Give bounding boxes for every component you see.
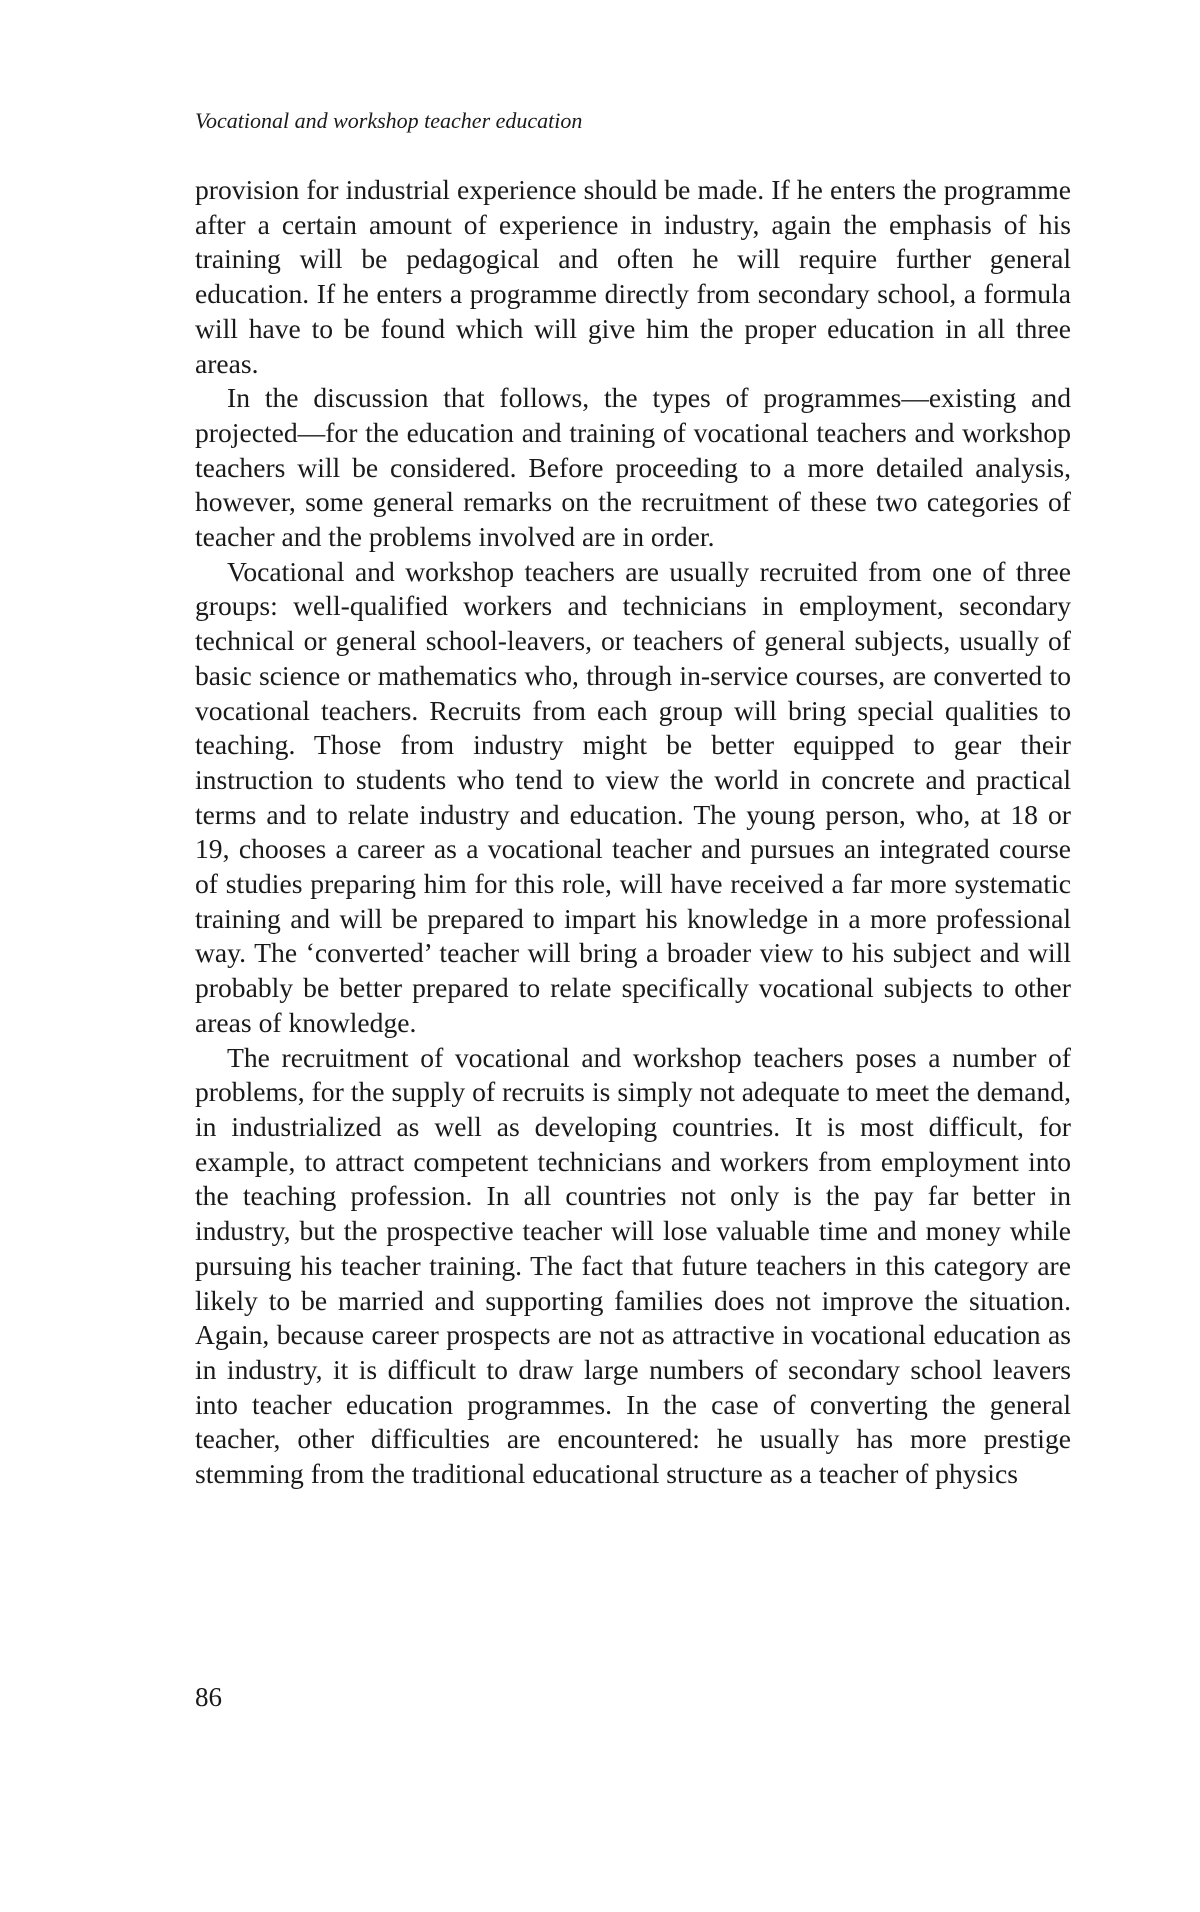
- paragraph-continuation: provision for industrial experience should be made. If he enters the programme after a certain amount of experience in industry, again the emphasis of his training will be pedagogical and often he will require further general education. If he enters a programme directly from secondary school, a formula will have to be found which will give him the proper education in all three areas.: [195, 174, 1071, 379]
- running-header: Vocational and workshop teacher education: [195, 108, 583, 133]
- paragraph-recruitment-groups: Vocational and workshop teachers are usually recruited from one of three groups: well-qualified workers and technicians in employment, secondary technical or general school-leavers, or teachers of general subjects, usually of basic science or mathematics who, through in-service courses, are converted to vocational teachers. Recruits from each group will bring special qualities to teaching. Those from industry might be better equipped to gear their instruction to students who tend to view the world in concrete and practical terms and to relate industry and education. The young person, who, at 18 or 19, chooses a career as a vocational teacher and pursues an integrated course of studies preparing him for this role, will have received a far more systematic training and will be prepared to impart his knowledge in a more professional way. The ‘converted’ teacher will bring a broader view to his subject and will probably be better prepared to relate specifically vocational subjects to other areas of knowledge.: [195, 555, 1071, 1038]
- page-number: 86: [195, 1682, 222, 1712]
- paragraph-discussion: In the discussion that follows, the types of programmes—existing and projected—for the education and training of vocational teachers and workshop teachers will be considered. Before proceeding to a more detailed analysis, however, some general remarks on the recruitment of these two categories of teacher and the problems involved are in order.: [195, 382, 1071, 553]
- body-text: [195, 173, 1071, 1492]
- paragraph-recruitment-problems: The recruitment of vocational and workshop teachers poses a number of problems, for the supply of recruits is simply not adequate to meet the demand, in industrialized as well as developing countries. It is most difficult, for example, to attract competent technicians and workers from employment into the teaching profession. In all countries not only is the pay far better in industry, but the prospective teacher will lose valuable time and money while pursuing his teacher training. The fact that future teachers in this category are likely to be married and supporting families does not improve the situation. Again, because career prospects are not as attractive in vocational education as in industry, it is difficult to draw large numbers of secondary school leavers into teacher education programmes. In the case of converting the general teacher, other difficulties are encountered: he usually has more prestige stemming from the traditional educational structure as a teacher of physics: [195, 1041, 1071, 1490]
- book-page: [195, 0, 1071, 1912]
